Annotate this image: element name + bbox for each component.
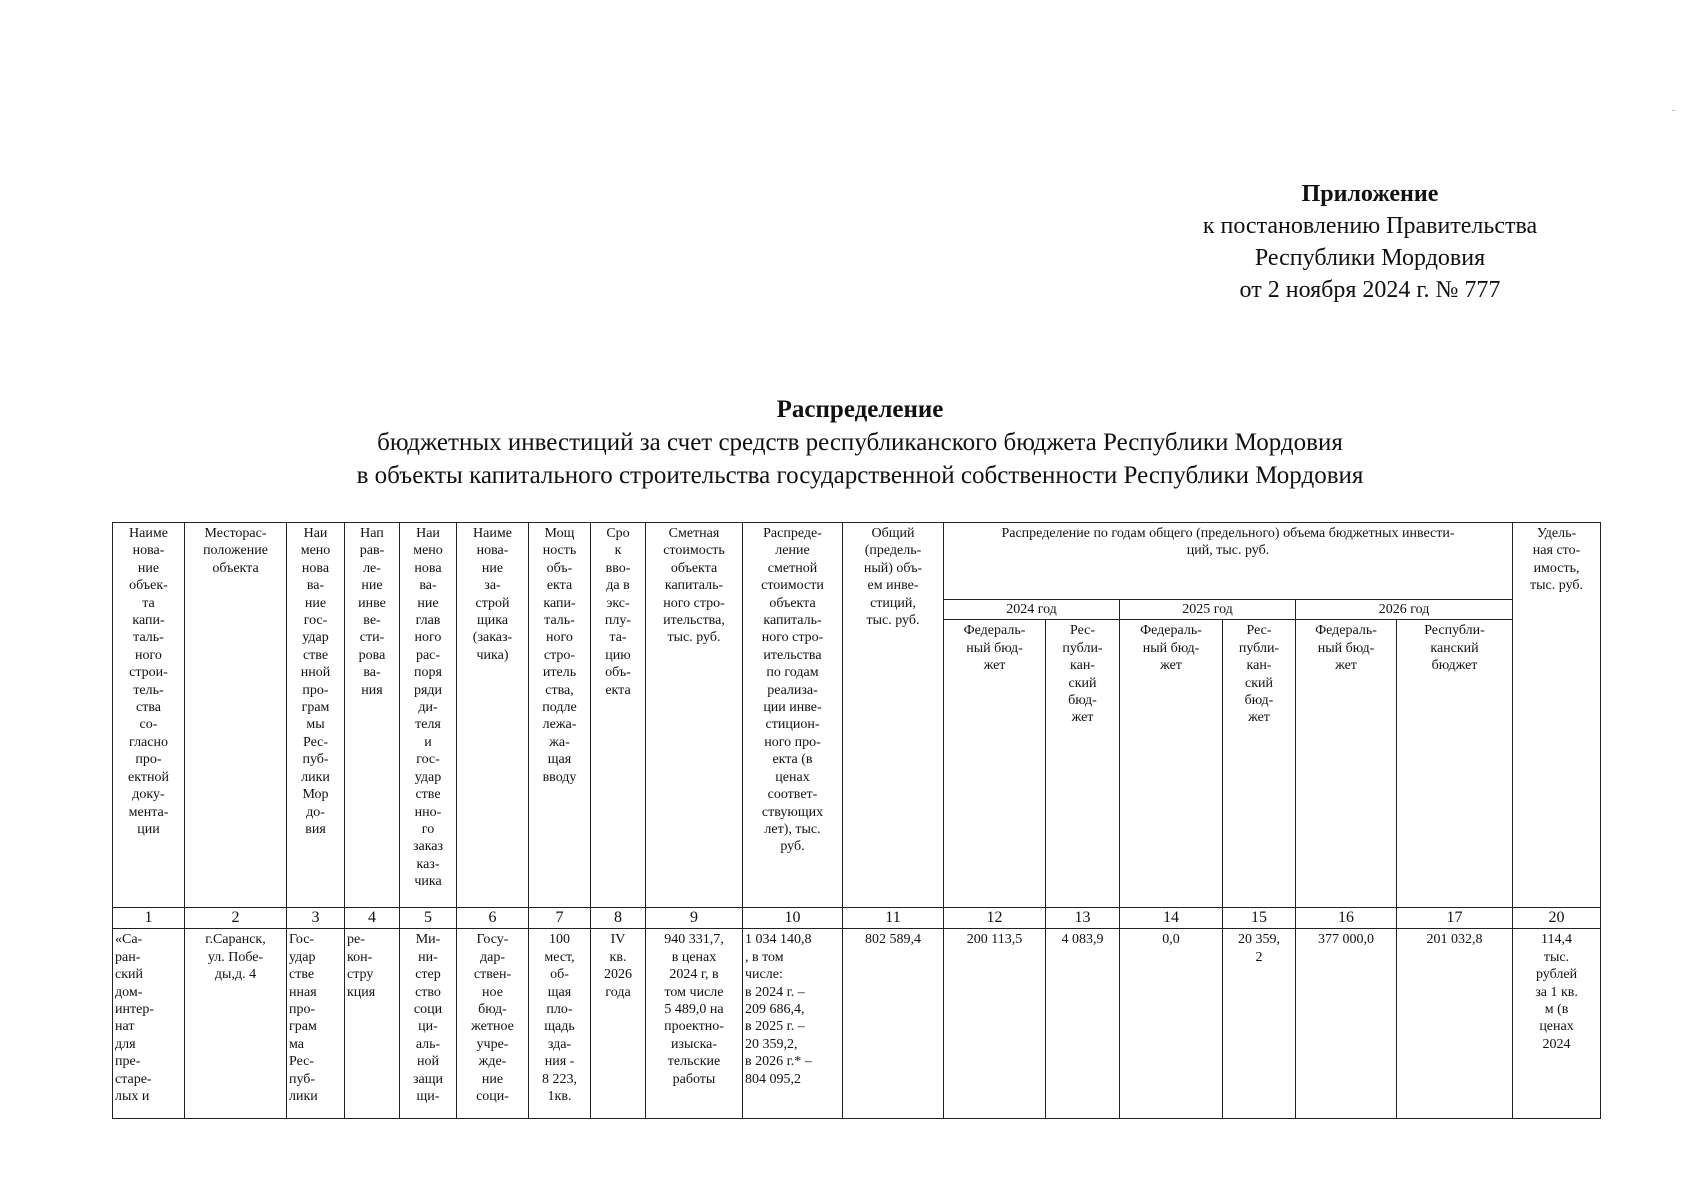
- header-investment-direction: Нап рав- ле- ние инве ве- сти- рова ва- ния: [345, 523, 400, 908]
- heading-line-1: бюджетных инвестиций за счет средств республиканского бюджета Республики Мордовия: [377, 429, 1343, 456]
- column-number: 12: [944, 908, 1046, 929]
- header-developer: Наиме нова- ние за- строй щика (заказ- чика): [457, 523, 529, 908]
- cell-main-manager: Ми- ни- стер ство соци ци- аль- ной защи щи-: [400, 929, 457, 1119]
- header-total-investment: Общий (предель- ный) объ- ем инве- стиций, тыс. руб.: [843, 523, 944, 908]
- appendix-line-1: к постановлению Правительства: [1202, 213, 1538, 239]
- header-2026-federal: Федераль- ный бюд- жет: [1296, 620, 1397, 908]
- cell-2024-federal: 200 113,5: [944, 929, 1046, 1119]
- cell-location: г.Саранск, ул. Побе- ды,д. 4: [185, 929, 287, 1119]
- column-number: 7: [529, 908, 591, 929]
- column-number: 5: [400, 908, 457, 929]
- cell-2024-republican: 4 083,9: [1046, 929, 1120, 1119]
- header-location: Месторас- положение объекта: [185, 523, 287, 908]
- column-number: 1: [113, 908, 185, 929]
- column-number: 9: [646, 908, 743, 929]
- cell-unit-cost: 114,4 тыс. рублей за 1 кв. м (в ценах 2024: [1513, 929, 1601, 1119]
- cell-2026-federal: 377 000,0: [1296, 929, 1397, 1119]
- heading-line-2: в объекты капитального строительства государственной собственности Республики Мордовия: [356, 462, 1364, 489]
- column-number: 3: [287, 908, 345, 929]
- appendix-block: [1150, 178, 1590, 306]
- header-year-2024: 2024 год: [944, 600, 1120, 620]
- cell-state-program: Гос- удар стве нная про- грам ма Рес- пуб- лики: [287, 929, 345, 1119]
- cell-estimated-cost: 940 331,7, в ценах 2024 г, в том числе 5 489,0 на проектно- изыска- тельские работы: [646, 929, 743, 1119]
- column-number: 13: [1046, 908, 1120, 929]
- scan-speck: [1672, 110, 1675, 111]
- heading-title: Распределение: [776, 396, 944, 423]
- header-state-program: Наи мено нова ва- ние гос- удар стве нной про- грам мы Рес- пуб- лики Мор до- вия: [287, 523, 345, 908]
- header-year-2026: 2026 год: [1296, 600, 1513, 620]
- header-row-1: [113, 523, 1601, 600]
- column-number: 6: [457, 908, 529, 929]
- cell-commissioning-date: IV кв. 2026 года: [591, 929, 646, 1119]
- header-estimated-cost: Сметная стоимость объекта капиталь- ного стро- ительства, тыс. руб.: [646, 523, 743, 908]
- appendix-title: Приложение: [1301, 181, 1439, 207]
- appendix-line-2: Республики Мордовия: [1254, 245, 1486, 271]
- appendix-line-3: от 2 ноября 2024 г. № 777: [1239, 277, 1501, 303]
- column-number: 8: [591, 908, 646, 929]
- cell-capacity: 100 мест, об- щая пло- щадь зда- ния - 8 223, 1кв.: [529, 929, 591, 1119]
- header-2024-federal: Федераль- ный бюд- жет: [944, 620, 1046, 908]
- header-2025-republican: Рес- публи- кан- ский бюд- жет: [1223, 620, 1296, 908]
- header-capacity: Мощ ность объ- екта капи- таль- ного стро- итель ства, подле лежа- жа- щая вводу: [529, 523, 591, 908]
- cell-investment-direction: ре- кон- стру кция: [345, 929, 400, 1119]
- table-row: [113, 929, 1601, 1119]
- document-heading: [180, 393, 1540, 492]
- header-cost-distribution: Распреде- ление сметной стоимости объекта капиталь- ного стро- ительства по годам реализа- ции инве- стицион- ного про- екта (в ценах соответ- ствующих лет), тыс. руб.: [743, 523, 843, 908]
- column-number: 17: [1397, 908, 1513, 929]
- column-number: 16: [1296, 908, 1397, 929]
- header-2024-republican: Рес- публи- кан- ский бюд- жет: [1046, 620, 1120, 908]
- column-number: 2: [185, 908, 287, 929]
- cell-2025-federal: 0,0: [1120, 929, 1223, 1119]
- column-number: 15: [1223, 908, 1296, 929]
- header-unit-cost: Удель- ная сто- имость, тыс. руб.: [1513, 523, 1601, 908]
- column-number: 4: [345, 908, 400, 929]
- cell-cost-distribution: 1 034 140,8 , в том числе: в 2024 г. – 209 686,4, в 2025 г. – 20 359,2, в 2026 г.* – 804 095,2: [743, 929, 843, 1119]
- cell-2026-republican: 201 032,8: [1397, 929, 1513, 1119]
- header-year-2025: 2025 год: [1120, 600, 1296, 620]
- cell-developer: Госу- дар- ствен- ное бюд- жетное учре- жде- ние соци-: [457, 929, 529, 1119]
- header-2025-federal: Федераль- ный бюд- жет: [1120, 620, 1223, 908]
- column-number-row: [113, 908, 1601, 929]
- header-main-manager: Наи мено нова ва- ние глав ного рас- поря ряди ди- теля и гос- удар стве нно- го заказ каз- чика: [400, 523, 457, 908]
- cell-object-name: «Са- ран- ский дом- интер- нат для пре- старе- лых и: [113, 929, 185, 1119]
- column-number: 20: [1513, 908, 1601, 929]
- column-number: 10: [743, 908, 843, 929]
- column-number: 11: [843, 908, 944, 929]
- header-2026-republican: Республи- канский бюджет: [1397, 620, 1513, 908]
- header-object-name: Наиме нова- ние объек- та капи- таль- ного строи- тель- ства со- гласно про- ектной доку- мента- ции: [113, 523, 185, 908]
- column-number: 14: [1120, 908, 1223, 929]
- cell-total-investment: 802 589,4: [843, 929, 944, 1119]
- header-commissioning-date: Сро к вво- да в экс- плу- та- цию объ- екта: [591, 523, 646, 908]
- header-distribution-by-years: Распределение по годам общего (предельного) объема бюджетных инвести- ций, тыс. руб.: [944, 523, 1513, 600]
- cell-2025-republican: 20 359, 2: [1223, 929, 1296, 1119]
- investment-table: [112, 522, 1601, 1119]
